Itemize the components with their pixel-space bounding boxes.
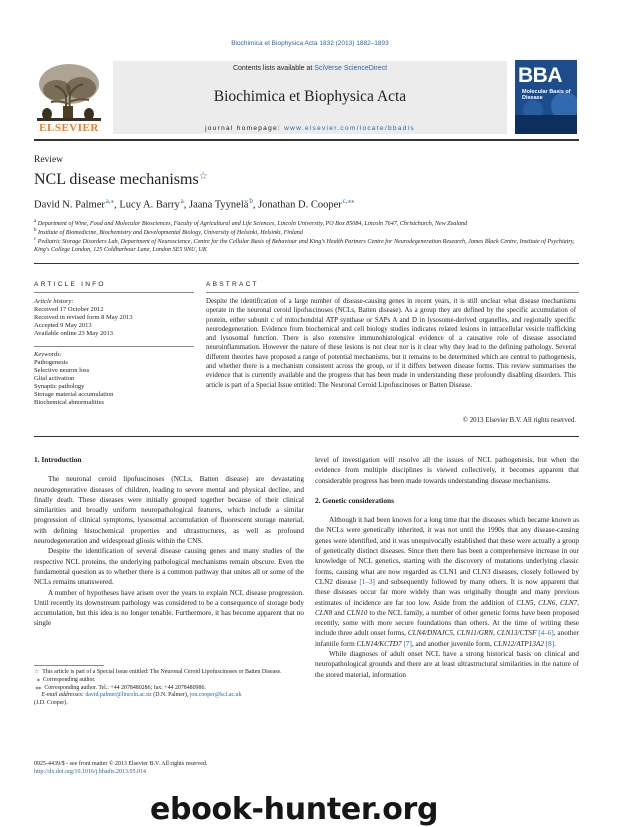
- keywords: [34, 351, 194, 407]
- section-heading-genetic: 2. Genetic considerations: [315, 495, 395, 505]
- abstract-bottom-rule: [34, 436, 579, 437]
- contents-prefix: Contents lists available at: [232, 65, 315, 72]
- affiliation-mark: b: [34, 228, 37, 233]
- homepage-link[interactable]: www.elsevier.com/locate/bbadis: [284, 125, 415, 132]
- text-run: and: [332, 608, 347, 617]
- journal-citation-link[interactable]: Biochimica et Biophysica Acta 1832 (2013) 1882–1893: [231, 40, 389, 47]
- article-info-rule: [34, 292, 194, 293]
- sciencedirect-link[interactable]: SciVerse ScienceDirect: [314, 65, 388, 72]
- gene-names: CLN10: [346, 608, 368, 617]
- text-run: Although it had been known for a long time that the diseases which became known as the NCLs were genetically inherited, it was not until the 1990s that any disease-causing genes were identified, and it was unequivocally established that these were actually a group of genetically distinct diseases. Since then there has been a comprehensive increase in our knowledge of NCL genetics, starting with the discovery of mutations underlying classic forms, causing what are now regarded as CLN1 and CLN3 diseases, closely followed by CLN2 disease: [315, 516, 579, 586]
- body-paragraph: [315, 515, 579, 649]
- email-link[interactable]: jon.cooper@kcl.ac.uk: [189, 692, 242, 699]
- author-affiliation-mark[interactable]: a: [180, 197, 184, 205]
- cover-bottom-strip: [515, 115, 577, 134]
- body-paragraph: A number of hypotheses have arisen over the years to explain NCL disease progression. Until recently its downstream pathology was considered to be a consequence of storage body accumulation, but this idea is no longer tenable. Furthermore, it has become apparent that no single: [34, 588, 304, 628]
- author-affiliation-mark[interactable]: b: [249, 197, 253, 205]
- history-label: Article history:: [34, 298, 74, 305]
- footnote-text: This article is part of a Special Issue entitled: The Neuronal Ceroid Lipofuscinoses or Batten Disease.: [42, 669, 282, 675]
- journal-homepage-line: [113, 125, 507, 132]
- abstract-copyright: © 2013 Elsevier B.V. All rights reserved.: [462, 417, 576, 424]
- footnote-text: Corresponding author.: [42, 676, 96, 683]
- text-run: to the NCL family, a number of other genetic forms have been proposed recently, some with more secure foundations than others. At the time of writing these include three adult onset forms,: [315, 608, 579, 638]
- email-link[interactable]: david.palmer@lincoln.ac.nz: [85, 692, 152, 699]
- elsevier-wordmark: ELSEVIER: [39, 122, 99, 134]
- doi-link[interactable]: http://dx.doi.org/10.1016/j.bbadis.2013.05.014: [34, 769, 147, 775]
- section-heading-introduction: 1. Introduction: [34, 455, 82, 464]
- text-run: and subsequently followed by many others. It is now apparent that these diseases occur far more widely than was originally thought and many previous estimates of incidence are far too low. Aside from the addition of: [315, 577, 579, 607]
- email-label: E-mail addresses:: [41, 692, 84, 699]
- history-item: Available online 23 May 2013: [34, 330, 113, 337]
- abstract-rule: [206, 292, 579, 293]
- body-paragraph: While diagnoses of adult onset NCL have a strong historical basis on clinical and neuropathological grounds and there are at least ultrastructural similarities in the nature of the stored material, information: [315, 650, 579, 679]
- body-paragraph: Despite the identification of several disease causing genes and many studies of the respective NCL proteins, the underlying pathological mechanisms remain obscure. Even the fundamental question as to whether there is a common pathway that unites all or some of the NCLs remains unanswered.: [34, 547, 304, 587]
- footnote-text: (J.D. Cooper).: [34, 700, 68, 707]
- article-history: [34, 298, 194, 338]
- text-run: , and another juvenile form,: [411, 639, 494, 648]
- gene-names: CLN12/ATP13A2: [493, 639, 544, 648]
- paper-title-text: NCL disease mechanisms: [34, 171, 199, 188]
- text-run: .: [554, 639, 556, 648]
- abstract-heading: ABSTRACT: [206, 281, 259, 288]
- author-name: David N. Palmer: [34, 199, 105, 211]
- affiliation-text: Institute of Biomedicine, Biochemistry and Developmental Biology, University of Helsinki, Helsinki, Finland: [38, 230, 303, 237]
- keywords-rule: [34, 346, 194, 347]
- body-left-column: [34, 455, 304, 629]
- affiliation-mark: a: [34, 219, 37, 224]
- gene-names: CLN5, CLN6, CLN7, CLN8: [315, 598, 579, 617]
- header-rule: [34, 139, 579, 141]
- keyword-item: Pathogenesis: [34, 359, 68, 366]
- keyword-item: Selective neuron loss: [34, 367, 90, 374]
- cover-subtitle: Molecular Basis of Disease: [522, 89, 571, 101]
- affiliation-text: Department of Wine, Food and Molecular Biosciences, Faculty of Agricultural and Life Sciences, Lincoln University, PO Box 85084, Lincoln 7647, Christchurch, New Zealand: [37, 221, 468, 228]
- history-item: Accepted 9 May 2013: [34, 322, 92, 329]
- author-affiliation-mark[interactable]: c,⁎⁎: [342, 197, 355, 205]
- citation-link[interactable]: [8]: [545, 639, 555, 648]
- footnote-corresponding-2: ⁎⁎ Corresponding author. Tel.: +44 2078480286; fax: +44 2078480986.: [34, 684, 206, 691]
- contents-availability-line: [113, 65, 507, 72]
- history-item: Received in revised form 8 May 2013: [34, 314, 133, 321]
- author-name: Jonathan D. Cooper: [258, 199, 342, 211]
- footnote-text: Corresponding author. Tel.: +44 2078480286; fax: +44 2078480986.: [44, 684, 206, 691]
- homepage-prefix: journal homepage:: [205, 125, 285, 132]
- footnote-corresponding-1: ⁎ Corresponding author.: [34, 676, 96, 683]
- keyword-item: Glial activation: [34, 375, 75, 382]
- footnote-star-icon: ☆: [34, 669, 40, 675]
- affiliation-text: Pediatric Storage Disorders Lab, Department of Neuroscience, Centre for the Cellular Basis of Behaviour and King's Health Partners Centre for Neurodegeneration Research, James Black Centre, Institute of Psychiatry, King's College London, 125 Coldharbour Lane, London SE5 9NU, UK: [34, 239, 575, 254]
- cover-bba-letters: BBA: [518, 64, 562, 87]
- affiliation-mark: c: [34, 237, 37, 242]
- history-item: Received 17 October 2012: [34, 306, 104, 313]
- body-right-column: [315, 455, 579, 680]
- gene-names: CLN4/DNAJC5, CLN11/GRN, CLN13/CTSF: [407, 629, 537, 638]
- watermark: ebook-hunter.org: [150, 792, 439, 827]
- keyword-item: Biochemical abnormalities: [34, 399, 104, 406]
- keyword-item: Storage material accumulation: [34, 391, 114, 398]
- journal-title[interactable]: Biochimica et Biophysica Acta: [213, 88, 407, 105]
- keywords-label: Keywords:: [34, 351, 62, 358]
- affiliations-rule: [34, 263, 579, 264]
- article-identifiers: [34, 760, 304, 776]
- paper-title: [34, 171, 208, 189]
- footnote-star: [34, 669, 304, 677]
- footnote-rule: [34, 665, 104, 666]
- abstract-text: Despite the identification of a large number of disease-causing genes in recent years, it is still unclear what disease mechanisms operate in the neuronal ceroid lipofuscinoses (NCLs, Batten disease). As a group they are defined by the specific accumulation of protein, either subunit c of mitochondrial ATP synthase or SAPs A and D in lysosome-derived organelles, and regionally specific neurodegeneration. Evidence from biochemical and cell biology studies indicates related lesions in intracellular vesicle trafficking and lysosomal function. There is also extensive immunohistological evidence of a causative role of disease associated neuroinflammation. However the nature of these lesions is not clear nor is it clear why they lead to the defining pathology. Several different theories have proposed a range of potential mechanisms, but it remains to be determined which are central to pathogenesis, and whether there is a mechanism consistent across the group, or if it differs between disease forms. This review summarises the evidence that is currently available and the progress that has been made in understanding these profoundly disabling disorders. This article is part of a Special Issue entitled: The Neuronal Ceroid Lipofuscinoses or Batten Disease.: [206, 298, 576, 389]
- article-info-heading: ARTICLE INFO: [34, 281, 106, 288]
- body-paragraph: level of investigation will resolve all the issues of NCL pathogenesis, but when the evidence from multiple disciplines is viewed collectively, it becomes apparent that considerable progress has been made towards understanding disease mechanisms.: [315, 456, 579, 485]
- article-type: Review: [34, 155, 64, 165]
- body-paragraph: The neuronal ceroid lipofuscinoses (NCLs, Batten disease) are devastating neurodegenerative diseases of children, leading to severe mental and physical decline, and finally death. These diseases were initially grouped together because of their clinical similarities and broadly uniform neuropathological features, which include a similar progression of clinical symptoms, lysosomal accumulation of fluorescent storage material, with defining histochemical properties and ultrastructures, as well as profound neurodegeneration and widespread gliosis within the CNS.: [34, 475, 304, 546]
- gene-names: CLN14/KCTD7: [356, 639, 402, 648]
- author-list: David N. Palmer $^{a,⁎}$, Lucy A. Barry $^a$, Jaana Tyynelä $^b$, Jonathan D. Cooper $^{c,⁎⁎}$: [34, 197, 355, 211]
- citation-link[interactable]: [7]: [403, 639, 412, 648]
- footnotes: [34, 669, 304, 708]
- title-footnote-star-icon[interactable]: ☆: [198, 171, 208, 182]
- affiliation-c: [34, 236, 589, 254]
- footnote-text: (D.N. Palmer),: [151, 692, 190, 699]
- keyword-item: Synaptic pathology: [34, 383, 85, 390]
- author-name: Jaana Tyynelä: [189, 199, 249, 211]
- author-affiliation-mark[interactable]: a,⁎: [105, 197, 115, 205]
- citation-link[interactable]: [1–3]: [359, 577, 375, 586]
- footnote-emails: [34, 692, 304, 700]
- author-name: Lucy A. Barry: [119, 199, 180, 211]
- text-run: , another infantile form: [315, 629, 579, 648]
- issn-line: 0925-4439/$ - see front matter © 2013 Elsevier B.V. All rights reserved.: [34, 761, 208, 767]
- citation-link[interactable]: [4–6]: [538, 629, 554, 638]
